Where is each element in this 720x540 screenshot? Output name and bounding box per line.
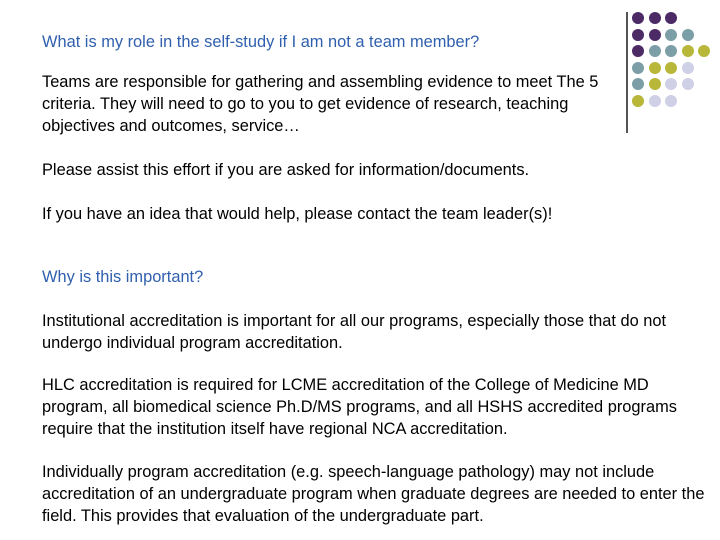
- question-importance-heading: Why is this important?: [42, 268, 204, 286]
- decorative-dot: [698, 45, 710, 57]
- question-role-heading: What is my role in the self-study if I am not a team member?: [42, 33, 480, 51]
- decorative-dot: [632, 45, 644, 57]
- decorative-dot: [665, 62, 677, 74]
- decorative-dot: [632, 78, 644, 90]
- decorative-dot: [649, 62, 661, 74]
- decorative-dot: [682, 78, 694, 90]
- decorative-dot: [682, 29, 694, 41]
- decorative-dot: [649, 95, 661, 107]
- decorative-dot: [649, 78, 661, 90]
- decorative-dot: [682, 45, 694, 57]
- teams-responsibility-paragraph: Teams are responsible for gathering and assembling evidence to meet The 5 criteria. They will need to go to you to get evidence of research, teaching objectives and outcomes, service…: [42, 73, 599, 136]
- decorative-dot: [665, 12, 677, 24]
- vertical-divider: [626, 12, 628, 133]
- decorative-dot: [632, 12, 644, 24]
- individual-program-accreditation-paragraph: Individually program accreditation (e.g. speech-language pathology) may not include accreditation of an undergraduate program when graduate degrees are needed to enter the field. This provides that evaluation of the undergraduate part.: [42, 463, 705, 526]
- decorative-dot: [682, 62, 694, 74]
- decorative-dot: [649, 29, 661, 41]
- decorative-dot: [632, 62, 644, 74]
- decorative-dot: [632, 29, 644, 41]
- decorative-dot: [665, 78, 677, 90]
- decorative-dot: [632, 95, 644, 107]
- hlc-accreditation-paragraph: HLC accreditation is required for LCME accreditation of the College of Medicine MD program, all biomedical science Ph.D/MS programs, and all HSHS accredited programs require that the institution itself have regional NCA accreditation.: [42, 376, 677, 439]
- decorative-dot: [665, 45, 677, 57]
- decorative-dot: [665, 29, 677, 41]
- decorative-dot: [649, 45, 661, 57]
- contact-team-leader-paragraph: If you have an idea that would help, please contact the team leader(s)!: [42, 205, 553, 223]
- decorative-dot: [649, 12, 661, 24]
- decorative-dot: [665, 95, 677, 107]
- assist-effort-paragraph: Please assist this effort if you are asked for information/documents.: [42, 161, 530, 179]
- institutional-accreditation-paragraph: Institutional accreditation is important for all our programs, especially those that do not undergo individual program accreditation.: [42, 312, 667, 353]
